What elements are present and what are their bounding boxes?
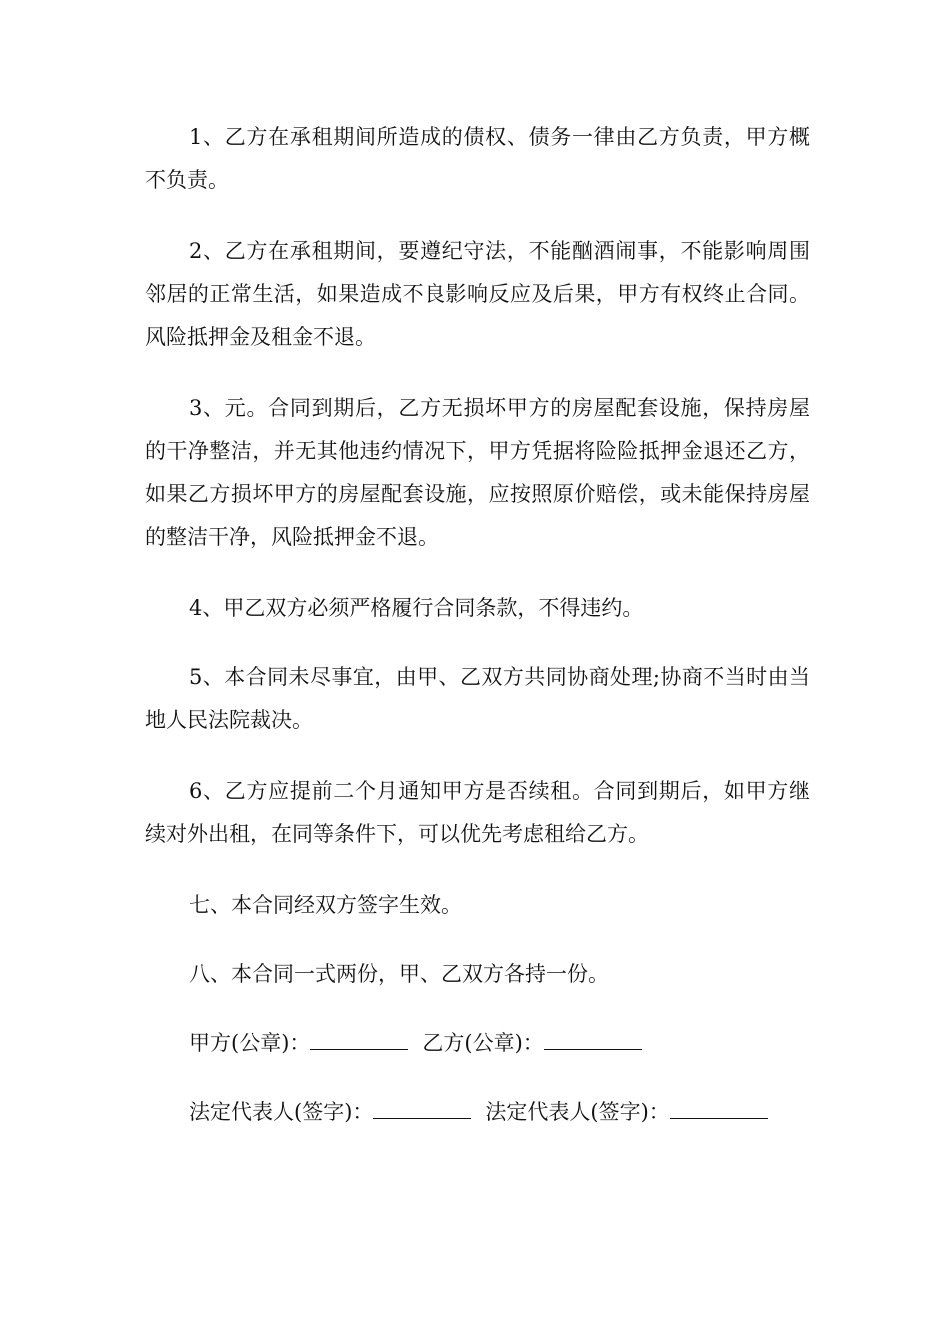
- clause-1: 1、乙方在承租期间所造成的债权、债务一律由乙方负责，甲方概不负责。: [145, 125, 810, 192]
- party-b-seal-label: 乙方(公章)：: [422, 1031, 544, 1055]
- party-a-seal-blank[interactable]: [310, 1031, 408, 1050]
- party-a-seal-label: 甲方(公章)：: [189, 1031, 311, 1055]
- party-b-rep-blank[interactable]: [670, 1100, 768, 1119]
- party-a-rep-label: 法定代表人(签字)：: [189, 1100, 374, 1124]
- clause-7: 七、本合同经双方签字生效。: [189, 893, 462, 917]
- clause-2: 2、乙方在承租期间，要遵纪守法，不能酗酒闹事，不能影响周围邻居的正常生活，如果造成不良影响反应及后果，甲方有权终止合同。风险抵押金及租金不退。: [145, 239, 810, 349]
- clause-8: 八、本合同一式两份，甲、乙双方各持一份。: [189, 962, 609, 986]
- clause-5: 5、本合同未尽事宜，由甲、乙双方共同协商处理;协商不当时由当地人民法院裁决。: [145, 665, 810, 732]
- seal-signature-line: [145, 1022, 810, 1065]
- representative-signature-line: [145, 1091, 810, 1134]
- document-page: [145, 116, 810, 1160]
- clause-6: 6、乙方应提前二个月通知甲方是否续租。合同到期后，如甲方继续对外出租，在同等条件下，可以优先考虑租给乙方。: [145, 779, 810, 846]
- party-a-rep-blank[interactable]: [373, 1100, 471, 1119]
- clause-3: 3、元。合同到期后，乙方无损坏甲方的房屋配套设施，保持房屋的干净整洁，并无其他违约情况下，甲方凭据将险险抵押金退还乙方，如果乙方损坏甲方的房屋配套设施，应按照原价赔偿，或未能保持房屋的整洁干净，风险抵押金不退。: [145, 396, 810, 549]
- party-b-seal-blank[interactable]: [544, 1031, 642, 1050]
- party-b-rep-label: 法定代表人(签字)：: [485, 1100, 670, 1124]
- clause-4: 4、甲乙双方必须严格履行合同条款，不得违约。: [189, 596, 644, 620]
